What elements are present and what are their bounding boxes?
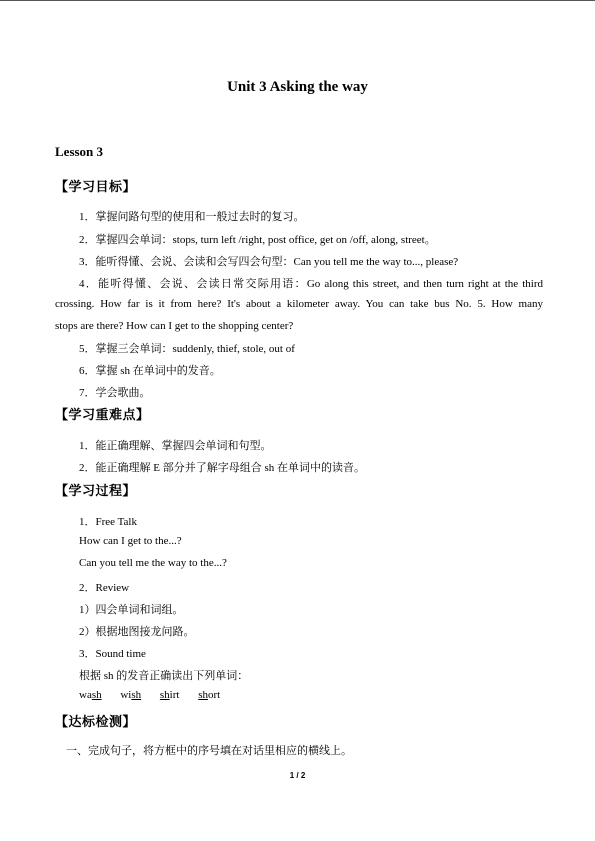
section-heading-focus: 【学习重难点】 bbox=[55, 407, 150, 422]
process-line: 2）根据地图接龙问路。 bbox=[79, 626, 195, 638]
process-line: 1．Free Talk bbox=[79, 516, 137, 528]
goal-line: stops are there? How can I get to the shopping center? bbox=[55, 320, 294, 332]
process-line: 根据 sh 的发音正确读出下列单词： bbox=[79, 670, 249, 682]
sound-word: shirt bbox=[159, 689, 180, 701]
goal-line: 1．掌握问路句型的使用和一般过去时的复习。 bbox=[79, 211, 305, 223]
section-heading-test: 【达标检测】 bbox=[55, 714, 137, 729]
goal-line: 2．掌握四会单词：stops, turn left /right, post office, get on /off, along, street。 bbox=[79, 234, 436, 246]
process-line: How can I get to the...? bbox=[79, 535, 182, 547]
sound-word: wash bbox=[79, 689, 102, 701]
goal-line: crossing. How far is it from here? It's about a kilometer away. You can take bus No. 5. How many bbox=[55, 298, 543, 310]
lesson-label: Lesson 3 bbox=[55, 144, 104, 159]
page-title: Unit 3 Asking the way bbox=[227, 79, 368, 95]
goal-line: 3．能听得懂、会说、会读和会写四会句型：Can you tell me the way to..., please? bbox=[79, 256, 459, 268]
goal-line: 6．掌握 sh 在单词中的发音。 bbox=[79, 365, 221, 377]
top-rule bbox=[0, 0, 595, 1]
process-line: 2．Review bbox=[79, 582, 130, 594]
section-heading-goals: 【学习目标】 bbox=[55, 179, 137, 194]
sound-word: wish bbox=[120, 689, 142, 701]
test-line: 一、完成句子，将方框中的序号填在对话里相应的横线上。 bbox=[66, 745, 352, 757]
focus-line: 2．能正确理解 E 部分并了解字母组合 sh 在单词中的读音。 bbox=[79, 462, 365, 474]
section-heading-process: 【学习过程】 bbox=[55, 483, 137, 498]
goal-line: 5．掌握三会单词：suddenly, thief, stole, out of bbox=[79, 343, 295, 355]
focus-line: 1．能正确理解、掌握四会单词和句型。 bbox=[79, 440, 272, 452]
process-line: Can you tell me the way to the...? bbox=[79, 557, 227, 569]
goal-line: 4．能听得懂、会说、会读日常交际用语：Go along this street, and then turn right at the third bbox=[79, 278, 543, 290]
page-number: 1 / 2 bbox=[289, 771, 306, 780]
sound-word: short bbox=[198, 689, 221, 701]
sound-words bbox=[79, 689, 236, 701]
process-line: 1）四会单词和词组。 bbox=[79, 604, 184, 616]
process-line: 3．Sound time bbox=[79, 648, 146, 660]
goal-line: 7．学会歌曲。 bbox=[79, 387, 151, 399]
